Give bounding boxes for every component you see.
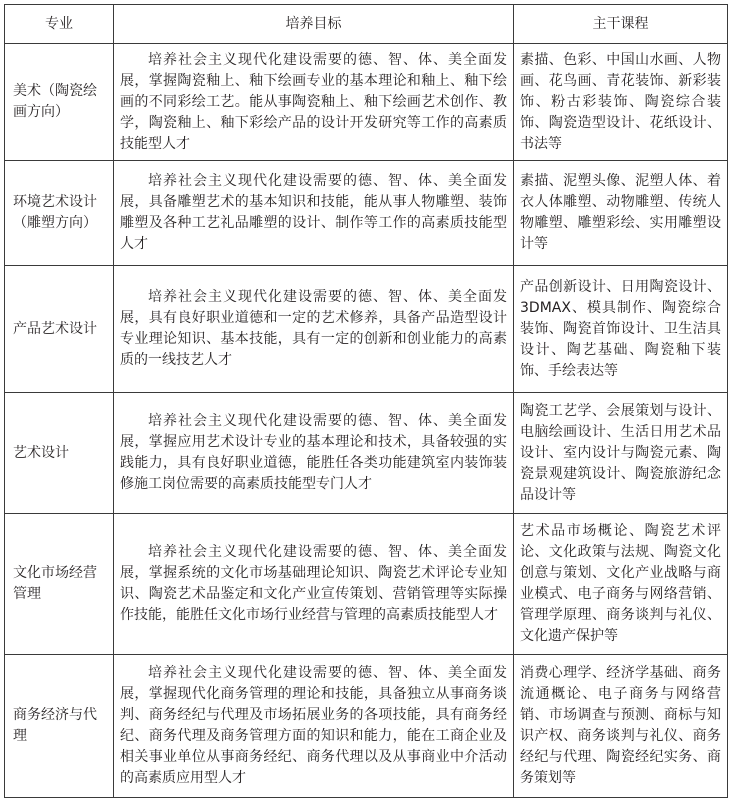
table-row xyxy=(5,44,728,161)
major-cell: 产品艺术设计 xyxy=(5,266,114,393)
table-row xyxy=(5,514,728,655)
header-major: 专业 xyxy=(5,5,114,44)
courses-cell: 陶瓷工艺学、会展策划与设计、电脑绘画设计、生活日用艺术品设计、室内设计与陶瓷元素、陶瓷景观建筑设计、陶瓷旅游纪念品设计等 xyxy=(514,393,728,514)
header-goal: 培养目标 xyxy=(114,5,514,44)
table-row xyxy=(5,266,728,393)
major-cell: 艺术设计 xyxy=(5,393,114,514)
goal-cell: 培养社会主义现代化建设需要的德、智、体、美全面发展，掌握陶瓷釉上、釉下绘画专业的基本理论和釉上、釉下绘画的不同彩绘工艺。能从事陶瓷釉上、釉下绘画艺术创作、教学，陶瓷釉上、釉下彩绘产品的设计开发研究等工作的高素质技能型人才 xyxy=(114,44,514,161)
curriculum-table-container xyxy=(4,4,727,798)
table-row xyxy=(5,655,728,798)
table-row xyxy=(5,161,728,266)
major-cell: 美术（陶瓷绘画方向） xyxy=(5,44,114,161)
goal-cell: 培养社会主义现代化建设需要的德、智、体、美全面发展，掌握应用艺术设计专业的基本理论和技术，具备较强的实践能力，具有良好职业道德，能胜任各类功能建筑室内装饰装修施工岗位需要的高素质技能型专门人才 xyxy=(114,393,514,514)
table-row xyxy=(5,393,728,514)
courses-cell: 产品创新设计、日用陶瓷设计、3DMAX、模具制作、陶瓷综合装饰、陶瓷首饰设计、卫生洁具设计、陶艺基础、陶瓷釉下装饰、手绘表达等 xyxy=(514,266,728,393)
goal-cell: 培养社会主义现代化建设需要的德、智、体、美全面发展，掌握现代化商务管理的理论和技能，具备独立从事商务谈判、商务经纪与代理及市场拓展业务的各项技能，具有商务经纪、商务代理及商务管理方面的知识和能力，能在工商企业及相关事业单位从事商务经纪、商务代理以及从事商业中介活动的高素质应用型人才 xyxy=(114,655,514,798)
curriculum-table xyxy=(4,4,728,798)
courses-cell: 艺术品市场概论、陶瓷艺术评论、文化政策与法规、陶瓷文化创意与策划、文化产业战略与商业模式、电子商务与网络营销、管理学原理、商务谈判与礼仪、文化遗产保护等 xyxy=(514,514,728,655)
header-courses: 主干课程 xyxy=(514,5,728,44)
courses-cell: 消费心理学、经济学基础、商务流通概论、电子商务与网络营销、市场调查与预测、商标与知识产权、商务谈判与礼仪、商务经纪与代理、陶瓷经纪实务、商务策划等 xyxy=(514,655,728,798)
goal-cell: 培养社会主义现代化建设需要的德、智、体、美全面发展，具备雕塑艺术的基本知识和技能，能从事人物雕塑、装饰雕塑及各种工艺礼品雕塑的设计、制作等工作的高素质技能型人才 xyxy=(114,161,514,266)
goal-cell: 培养社会主义现代化建设需要的德、智、体、美全面发展，具有良好职业道德和一定的艺术修养，具备产品造型设计专业理论知识、基本技能，具有一定的创新和创业能力的高素质的一线技艺人才 xyxy=(114,266,514,393)
goal-cell: 培养社会主义现代化建设需要的德、智、体、美全面发展，掌握系统的文化市场基础理论知识、陶瓷艺术评论专业知识、陶瓷艺术品鉴定和文化产业宣传策划、营销管理等实际操作技能，能胜任文化市场行业经营与管理的高素质技能型人才 xyxy=(114,514,514,655)
header-row xyxy=(5,5,728,44)
major-cell: 文化市场经营管理 xyxy=(5,514,114,655)
courses-cell: 素描、色彩、中国山水画、人物画、花鸟画、青花装饰、新彩装饰、粉古彩装饰、陶瓷综合装饰、陶瓷造型设计、花纸设计、书法等 xyxy=(514,44,728,161)
major-cell: 环境艺术设计（雕塑方向） xyxy=(5,161,114,266)
major-cell: 商务经济与代理 xyxy=(5,655,114,798)
courses-cell: 素描、泥塑头像、泥塑人体、着衣人体雕塑、动物雕塑、传统人物雕塑、雕塑彩绘、实用雕塑设计等 xyxy=(514,161,728,266)
